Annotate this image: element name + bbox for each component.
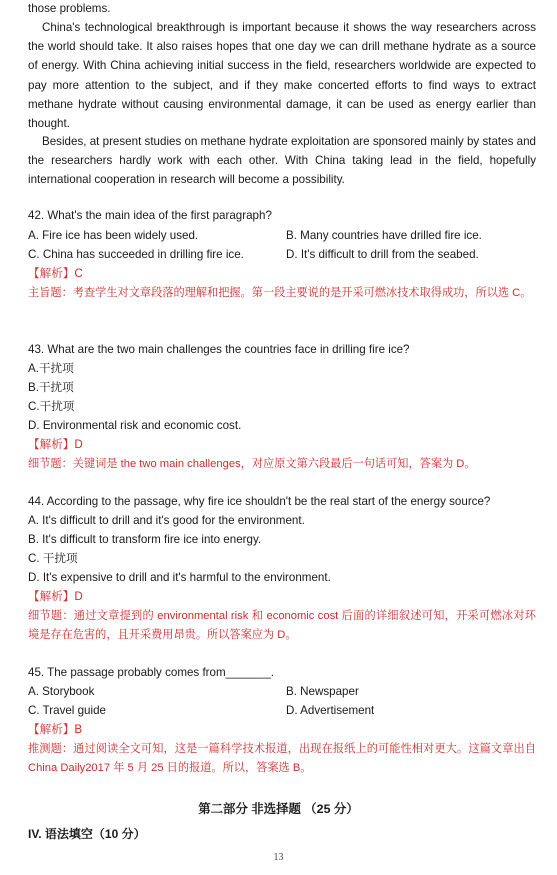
question-44-option-b: B. It's difficult to transform fire ice into energy. [28,533,262,546]
passage-paragraph-1: China's technological breakthrough is important because it shows the way researchers across the world should take. It also raises hopes that one day we can drill methane hydrate as a source of energy. With China achieving initial success in the field, researchers worldwide are expected to pay more attention to the subject, and if they make concerted efforts to find ways to extract methane hydrate without causing environmental damage, it can be used as energy earlier than thought. [28,21,536,131]
question-45-option-d: D. Advertisement [286,704,375,717]
question-44-explanation: 细节题：通过文章提到的 environmental risk 和 economic cost 后面的详细叙述可知，开采可燃冰对环境是存在危害的，且开采费用昂贵。所以答案应为 D。 [28,610,536,641]
question-42-answer: 【解析】C [28,267,83,280]
subsection-title: IV. 语法填空（10 分） [28,827,146,841]
question-42-option-c: C. China has succeeded in drilling fire ice. [28,248,244,261]
section-title: 第二部分 非选择题 （25 分） [198,802,359,816]
question-45-explanation: 推测题：通过阅读全文可知，这是一篇科学技术报道，出现在报纸上的可能性相对更大。这篇文章出自 China Daily2017 年 5 月 25 日的报道。所以，答案选 B。 [28,743,536,774]
question-43-option-c: C.干扰项 [28,400,75,413]
question-44-option-a: A. It's difficult to drill and it's good for the environment. [28,514,305,527]
question-43-answer: 【解析】D [28,438,83,451]
question-44-option-d: D. It's expensive to drill and it's harmful to the environment. [28,571,331,584]
question-43-option-b: B.干扰项 [28,381,74,394]
page-number: 13 [273,852,284,863]
question-45-option-c: C. Travel guide [28,704,106,717]
question-42-option-a: A. Fire ice has been widely used. [28,229,199,242]
question-44-answer: 【解析】D [28,590,83,603]
question-45-option-b: B. Newspaper [286,685,359,698]
question-45-stem: 45. The passage probably comes from_______. [28,666,274,679]
question-42-stem: 42. What's the main idea of the first paragraph? [28,209,272,222]
question-45-option-a: A. Storybook [28,685,95,698]
question-42-explanation: 主旨题：考查学生对文章段落的理解和把握。第一段主要说的是开采可燃冰技术取得成功，所以选 C。 [28,287,532,299]
question-43-option-d: D. Environmental risk and economic cost. [28,419,242,432]
question-45-answer: 【解析】B [28,723,83,736]
passage-top-line: those problems. [28,2,111,15]
question-44-stem: 44. According to the passage, why fire ice shouldn't be the real start of the energy source? [28,495,491,508]
question-44-option-c: C. 干扰项 [28,552,78,565]
question-43-option-a: A.干扰项 [28,362,74,375]
passage-paragraph-2: Besides, at present studies on methane hydrate exploitation are sponsored mainly by states and the researchers hardly work with each other. With China taking lead in the field, hopefully international cooperation in research will become a possibility. [28,135,536,187]
question-43-stem: 43. What are the two main challenges the countries face in drilling fire ice? [28,343,410,356]
question-42-option-b: B. Many countries have drilled fire ice. [286,229,482,242]
question-43-explanation: 细节题：关键词是 the two main challenges，对应原文第六段最后一句话可知，答案为 D。 [28,458,476,470]
question-42-option-d: D. It's difficult to drill from the seabed. [286,248,479,261]
